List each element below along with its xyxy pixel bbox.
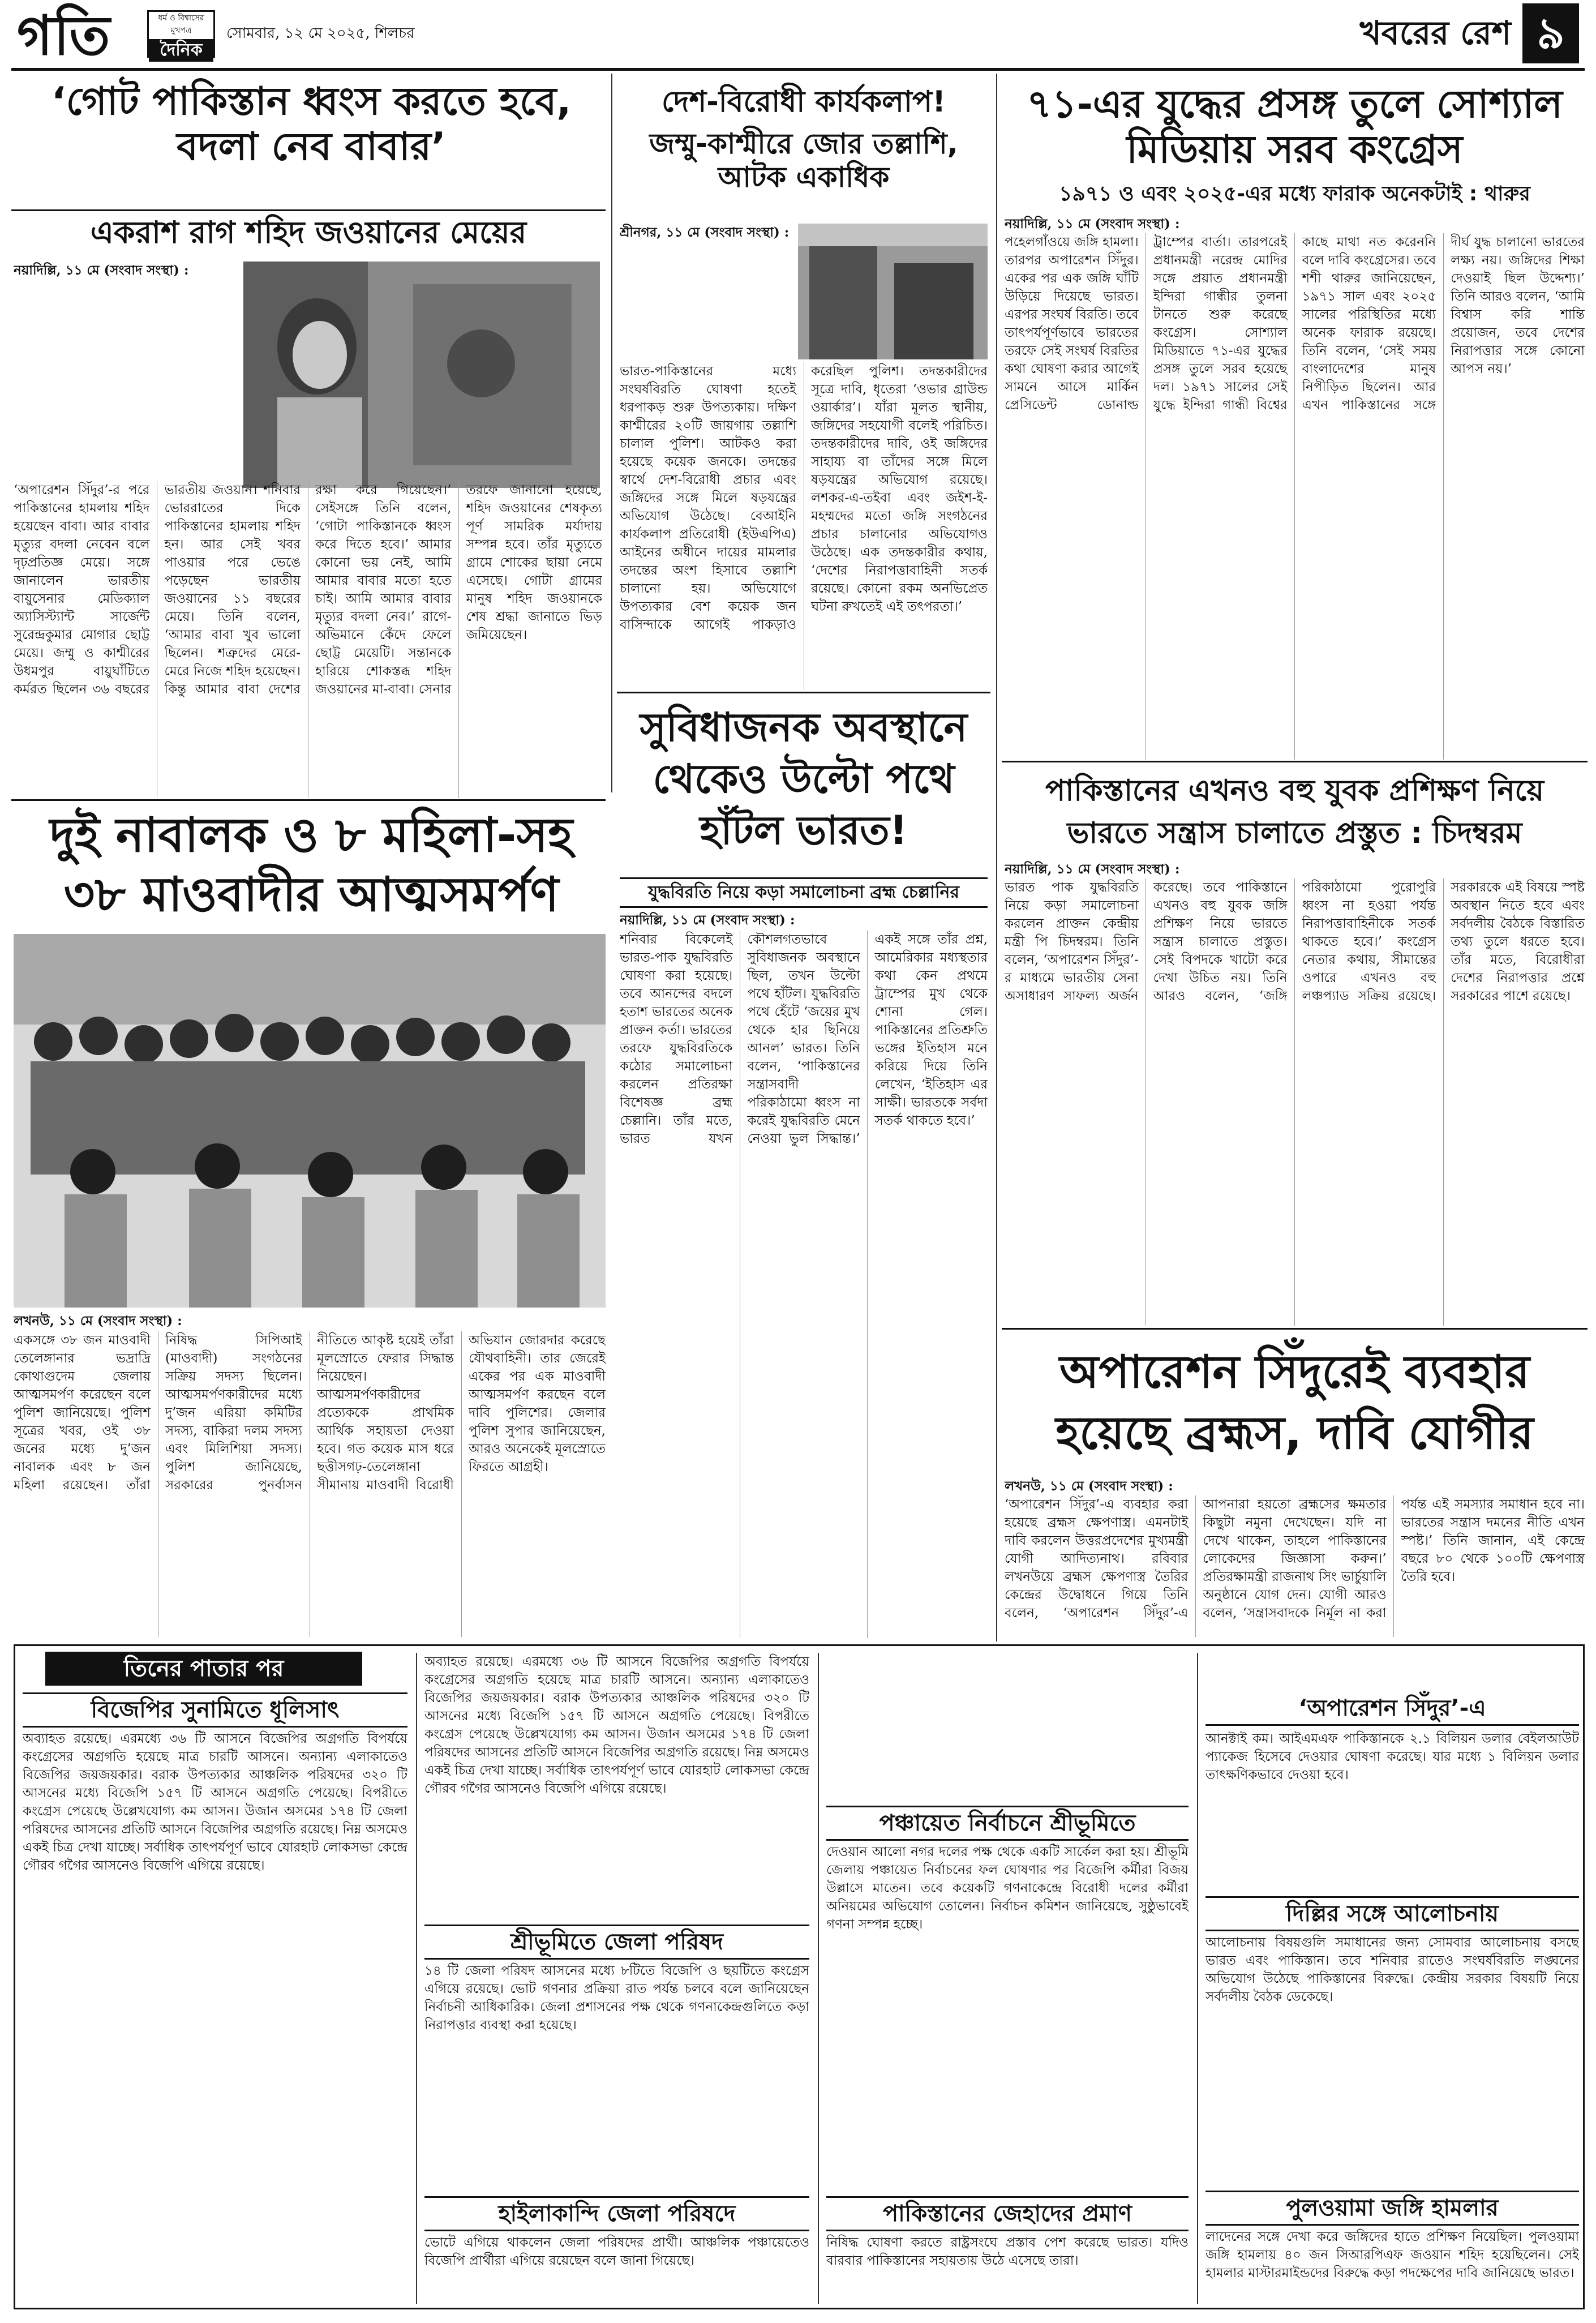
story3-lede xyxy=(1005,215,1585,232)
story1-headline: ‘গোট পাকিস্তান ধ্বংস করতে হবে, বদলা নেব বাবার’ xyxy=(51,79,572,170)
cont-item-body: আনক্টাই কম। আইএমএফ পাকিস্তানকে ২.১ বিলিয়ন ডলার বেইলআউট প্যাকেজ হিসেবে দেওয়ার ঘোষণা করেছে। যার মধ্যে ১ বিলিয়ন ডলার তাৎক্ষণিকভাবে দেওয়া হবে। xyxy=(1205,1731,1579,1782)
cont-item-title: শ্রীভূমিতে জেলা পরিষদ xyxy=(424,1925,809,1960)
masthead-badge xyxy=(147,10,215,58)
column-divider xyxy=(416,1653,417,2304)
story4-lede xyxy=(620,911,988,928)
story1-rule xyxy=(11,799,606,801)
story1-body: ‘অপারেশন সিঁদুর’-র পরে পাকিস্তানের হামলায় শহিদ হয়েছেন বাবা। আর বাবার মৃত্যুর বদলা নেবেন বলে দৃঢ়প্রতিজ্ঞ মেয়ে। সঙ্গে জানালেন ভারতীয় বায়ুসেনার মেডিক্যাল অ্যাসিস্ট্যান্ট সার্জেন্ট সুরেন্দ্রকুমার মোগার ছোট্ট মেয়ে। জম্মু ও কাশ্মীরের উধমপুর বায়ুঘাঁটিতে কর্মরত ছিলেন ৩৬ বছরের ভারতীয় জওয়ান। শনিবার ভোররাতের দিকে পাকিস্তানের হামলায় শহিদ হন। আর সেই খবর পাওয়ার পরে ভেঙে পড়েছেন ভারতীয় জওয়ানের ১১ বছরের মেয়ে। তিনি বলেন, ‘আমার বাবা খুব ভালো ছিলেন। শত্রুদের মেরে-মেরে নিজে শহিদ হয়েছেন। কিন্তু আমার বাবা দেশের রক্ষা করে গিয়েছেন।’ সেইসঙ্গে তিনি বলেন, ‘গোটা পাকিস্তানকে ধ্বংস করে দিতে হবে।’ আমার কোনো ভয় নেই, আমি আমার বাবার মতো হতে চাই। আমি আমার বাবার মৃত্যুর বদলা নেব।’ রাগে-অভিমানে কেঁদে ফেলে ছোট্ট মেয়েটি। সন্তানকে হারিয়ে শোকস্তব্ধ শহিদ জওয়ানের মা-বাবা। সেনার তরফে জানানো হয়েছে, শহিদ জওয়ানের শেষকৃত্য পূর্ণ সামরিক মর্যাদায় সম্পন্ন হবে। তাঁর মৃত্যুতে গ্রামে শোকের ছায়া নেমে এসেছে। গোটা গ্রামের মানুষ শহিদ জওয়ানকে শেষ শ্রদ্ধা জানাতে ভিড় জমিয়েছেন। xyxy=(14,483,602,697)
column-divider xyxy=(818,1653,819,2304)
story5-dateline: নয়াদিল্লি, ১১ মে (সংবাদ সংস্থা) : xyxy=(1005,862,1180,877)
continued-label: তিনের পাতার পর xyxy=(45,1652,362,1686)
story2-photo xyxy=(798,224,988,359)
cont-item-body: ভোটে এগিয়ে থাকলেন জেলা পরিষদের প্রার্থী। আঞ্চলিক পঞ্চায়েতেও বিজেপি প্রার্থীরা এগিয়ে রয়েছেন বলে জানা গিয়েছে। xyxy=(424,2235,809,2268)
story4-headline: সুবিধাজনক অবস্থানে থেকেও উল্টো পথে হাঁটল ভারত! xyxy=(640,704,968,854)
cont-item-title: ‘অপারেশন সিঁদুর’-এ xyxy=(1205,1692,1579,1726)
story5-headline: পাকিস্তানের এখনও বহু যুবক প্রশিক্ষণ নিয়ে ভারতে সন্ত্রাস চালাতে প্রস্তুত : চিদম্বরম xyxy=(1045,774,1544,851)
cont-item-body: অব্যাহত রয়েছে। এরমধ্যে ৩৬ টি আসনে বিজেপির অগ্রগতি বিপর্যয়ে কংগ্রেসের অগ্রগতি হয়েছে মাত্র চারটি আসনে। অন্যান্য এলাকাতেও বিজেপির জয়জয়কার। বরাক উপত্যকার আঞ্চলিক পরিষদের ৩২০ টি আসনের মধ্যে বিজেপি ১৫৭ টি আসনে অগ্রগতি পেয়েছে। বিপরীতে কংগ্রেস পেয়েছে উল্লেখযোগ্য কম আসন। উজান অসমের ১৭৪ টি জেলা পরিষদের আসনের প্রতিটি আসনে বিজেপির অগ্রগতি রয়েছে। নিম্ন অসমেও একই চিত্র দেখা যাচ্ছে। সর্বাধিক তাৎপর্যপূর্ণ ভাবে যোরহাট লোকসভা কেন্দ্রে গৌরব গগৈর আসনেও বিজেপি এগিয়ে রয়েছে। xyxy=(424,1655,809,1796)
story2-lede xyxy=(620,224,795,241)
cont-item-title: পঞ্চায়েত নির্বাচনে শ্রীভূমিতে xyxy=(826,1806,1189,1841)
story4-dateline: নয়াদিল্লি, ১১ মে (সংবাদ সংস্থা) : xyxy=(620,912,795,928)
story5-lede xyxy=(1005,860,1585,877)
story4-subhead: যুদ্ধবিরতি নিয়ে কড়া সমালোচনা ব্রহ্ম চেল্লানির xyxy=(620,877,988,908)
story6-body: একসঙ্গে ৩৮ জন মাওবাদী তেলেঙ্গানার ভদ্রাদ্রি কোথাগুদেম জেলায় আত্মসমর্পণ করেছেন বলে পুলিশ জানিয়েছে। পুলিশ সূত্রের খবর, ওই ৩৮ জনের মধ্যে দু’জন নাবালক এবং ৮ জন মহিলা রয়েছেন। তাঁরা নিষিদ্ধ সিপিআই (মাওবাদী) সংগঠনের সক্রিয় সদস্য ছিলেন। আত্মসমর্পণকারীদের মধ্যে দু’জন এরিয়া কমিটির সদস্য, বাকিরা দলম সদস্য এবং মিলিশিয়া সদস্য। পুলিশ জানিয়েছে, সরকারের পুনর্বাসন নীতিতে আকৃষ্ট হয়েই তাঁরা মূলস্রোতে ফেরার সিদ্ধান্ত নিয়েছেন। আত্মসমর্পণকারীদের প্রত্যেককে প্রাথমিক আর্থিক সহায়তা দেওয়া হবে। গত কয়েক মাস ধরে ছত্তীসগঢ়-তেলেঙ্গানা সীমানায় মাওবাদী বিরোধী অভিযান জোরদার করেছে যৌথবাহিনী। তার জেরেই একের পর এক মাওবাদী আত্মসমর্পণ করছেন বলে দাবি পুলিশের। জেলার পুলিশ সুপার জানিয়েছেন, আরও অনেকেই মূলস্রোতে ফিরতে আগ্রহী। xyxy=(14,1333,606,1493)
story4-body: শনিবার বিকেলেই ভারত-পাক যুদ্ধবিরতি ঘোষণা করা হয়েছে। তবে আনন্দের বদলে হতাশ ভারতের অনেক প্রাক্তন কর্তা। ভারতের তরফে যুদ্ধবিরতিকে কঠোর সমালোচনা করলেন প্রতিরক্ষা বিশেষজ্ঞ ব্রহ্ম চেল্লানি। তাঁর মতে, ভারত যখন কৌশলগতভাবে সুবিধাজনক অবস্থানে ছিল, তখন উল্টো পথে হাঁটল। যুদ্ধবিরতি পথে হেঁটে ‘জয়ের মুখ থেকে হার ছিনিয়ে আনল’ ভারত। তিনি বলেন, ‘পাকিস্তানের সন্ত্রাসবাদী পরিকাঠামো ধ্বংস না করেই যুদ্ধবিরতি মেনে নেওয়া ভুল সিদ্ধান্ত।’ একই সঙ্গে তাঁর প্রশ্ন, আমেরিকার মধ্যস্থতার কথা কেন প্রথমে ট্রাম্পের মুখ থেকে শোনা গেল। পাকিস্তানের প্রতিশ্রুতি ভঙ্গের ইতিহাস মনে করিয়ে দিয়ে তিনি লেখেন, ‘ইতিহাস এর সাক্ষী। ভারতকে সর্বদা সতর্ক থাকতে হবে।’ xyxy=(620,932,988,1146)
column-divider xyxy=(996,74,997,1641)
cont-item-title: বিজেপির সুনামিতে ধূলিসাৎ xyxy=(23,1692,407,1728)
story3-rule xyxy=(1002,761,1588,762)
story3-body: পহেলগাঁওয়ে জঙ্গি হামলা। তারপর অপারেশন সিঁদুর। একের পর এক জঙ্গি ঘাঁটি উড়িয়ে দিয়েছে ভারত। এরপর সংঘর্ষ বিরতি। তবে তাৎপর্যপূর্ণভাবে ভারতের তরফে সেই সংঘর্ষ বিরতির কথা ঘোষণা করার আগেই সামনে আসে মার্কিন প্রেসিডেন্ট ডোনাল্ড ট্রাম্পের বার্তা। তারপরেই প্রধানমন্ত্রী নরেন্দ্র মোদির সঙ্গে প্রয়াত প্রধানমন্ত্রী ইন্দিরা গান্ধীর তুলনা টানতে শুরু করেছে কংগ্রেস। সোশ্যাল মিডিয়াতে ৭১-এর যুদ্ধের প্রসঙ্গ তুলে সরব হয়েছে দল। ১৯৭১ সালের সেই যুদ্ধে ইন্দিরা গান্ধী বিশ্বের কাছে মাথা নত করেননি বলে দাবি কংগ্রেসের। তবে শশী থারুর জানিয়েছেন, ১৯৭১ সাল এবং ২০২৫ সালের পরিস্থিতির মধ্যে অনেক ফারাক রয়েছে। তিনি বলেন, ‘সেই সময় বাংলাদেশের মানুষ নিপীড়িত ছিলেন। আর এখন পাকিস্তানের সঙ্গে দীর্ঘ যুদ্ধ চালানো ভারতের লক্ষ্য নয়। জঙ্গিদের শিক্ষা দেওয়াই ছিল উদ্দেশ্য।’ তিনি আরও বলেন, ‘আমি বিশ্বাস করি শান্তি প্রয়োজন, তবে দেশের নিরাপত্তার সঙ্গে কোনো আপস নয়।’ xyxy=(1005,235,1585,413)
issue-date: সোমবার, ১২ মে ২০২৫, শিলচর xyxy=(226,25,415,42)
cont-item-body: দেওয়ান আলো নগর দলের পক্ষ থেকে একটি সার্কেল করা হয়। শ্রীভূমি জেলায় পঞ্চায়েত নির্বাচনের ফল ঘোষণার পর বিজেপি কর্মীরা বিজয় উল্লাসে মাতেন। তবে কয়েকটি গণনাকেন্দ্রে বিরোধী দলের কর্মীরা অনিয়মের অভিযোগ তোলেন। নির্বাচন কমিশন জানিয়েছে, সুষ্ঠুভাবেই গণনা সম্পন্ন হচ্ছে। xyxy=(826,1845,1189,1932)
story1-dateline: নয়াদিল্লি, ১১ মে (সংবাদ সংস্থা) : xyxy=(14,263,189,278)
story7-lede xyxy=(1005,1477,1585,1494)
story6-lede xyxy=(14,1312,183,1329)
page-number: ৯ xyxy=(1522,3,1579,63)
story7-headline: অপারেশন সিঁদুরেই ব্যবহার হয়েছে ব্রহ্মস, দাবি যোগীর xyxy=(1056,1345,1534,1459)
story3-subhead: ১৯৭১ ও এবং ২০২৫-এর মধ্যে ফারাক অনেকটাই : থারুর xyxy=(1059,182,1530,205)
story2-headline-bottom: জম্মু-কাশ্মীরে জোর তল্লাশি, আটক একাধিক xyxy=(649,127,958,194)
story2-photo-graphic xyxy=(798,224,988,359)
cont-item-title: পাকিস্তানের জেহাদের প্রমাণ xyxy=(826,2196,1189,2231)
masthead-logo: গতি xyxy=(17,4,111,67)
story6-photo-graphic xyxy=(14,934,606,1308)
column-divider xyxy=(611,74,612,792)
cont-item-body: ১৪ টি জেলা পরিষদ আসনের মধ্যে ৮টিতে বিজেপি ও ছয়টিতে কংগ্রেস এগিয়ে রয়েছে। ভোট গণনার প্রক্রিয়া রাত পর্যন্ত চলবে বলে জানিয়েছেন নির্বাচনী আধিকারিক। জেলা প্রশাসনের পক্ষ থেকে গণনাকেন্দ্রগুলিতে কড়া নিরাপত্তার ব্যবস্থা করা হয়েছে। xyxy=(424,1964,809,2033)
story6-headline-bottom: ৩৮ মাওবাদীর আত্মসমর্পণ xyxy=(63,867,559,922)
story1-lede xyxy=(14,262,240,477)
story2-rule xyxy=(617,692,990,693)
cont-item-body: নিষিদ্ধ ঘোষণা করতে রাষ্ট্রসংঘে প্রস্তাব পেশ করেছে ভারত। যদিও বারবার পাকিস্তানের সহায়তায় উঠে এসেছে তারা। xyxy=(826,2235,1189,2268)
cont-item-body: লাদেনের সঙ্গে দেখা করে জঙ্গিদের হাতে প্রশিক্ষণ নিয়েছিল। পুলওয়ামা জঙ্গি হামলায় ৪০ জন সিআরপিএফ জওয়ান শহিদ হয়েছিলেন। সেই হামলার মাস্টারমাইন্ডদের বিরুদ্ধে কড়া পদক্ষেপের দাবি জানিয়েছে ভারত। xyxy=(1205,2230,1579,2281)
cont-item-title: পুলওয়ামা জঙ্গি হামলার xyxy=(1205,2191,1579,2226)
story7-body: ‘অপারেশন সিঁদুর’-এ ব্যবহার করা হয়েছে ব্রহ্মস ক্ষেপণাস্ত্র। এমনটাই দাবি করলেন উত্তরপ্রদেশের মুখ্যমন্ত্রী যোগী আদিত্যনাথ। রবিবার লখনউয়ে ব্রহ্মস ক্ষেপণাস্ত্র তৈরির কেন্দ্রের উদ্বোধনে গিয়ে তিনি বলেন, ‘অপারেশন সিঁদুর’-এ আপনারা হয়তো ব্রহ্মসের ক্ষমতার কিছুটা নমুনা দেখেছেন। যদি না দেখে থাকেন, তাহলে পাকিস্তানের লোকেদের জিজ্ঞাসা করুন।’ প্রতিরক্ষামন্ত্রী রাজনাথ সিং ভার্চুয়ালি অনুষ্ঠানে যোগ দেন। যোগী আরও বলেন, ‘সন্ত্রাসবাদকে নির্মূল না করা পর্যন্ত এই সমস্যার সমাধান হবে না। ভারতের সন্ত্রাস দমনের নীতি এখন স্পষ্ট।’ তিনি জানান, এই কেন্দ্রে বছরে ৮০ থেকে ১০০টি ক্ষেপণাস্ত্র তৈরি হবে। xyxy=(1005,1497,1585,1621)
column-divider xyxy=(1197,1653,1198,2304)
cont-item-body: অব্যাহত রয়েছে। এরমধ্যে ৩৬ টি আসনে বিজেপির অগ্রগতি বিপর্যয়ে কংগ্রেসের অগ্রগতি হয়েছে মাত্র চারটি আসনে। অন্যান্য এলাকাতেও বিজেপির জয়জয়কার। বরাক উপত্যকার আঞ্চলিক পরিষদের ৩২০ টি আসনের মধ্যে বিজেপি ১৫৭ টি আসনে অগ্রগতি পেয়েছে। বিপরীতে কংগ্রেস পেয়েছে উল্লেখযোগ্য কম আসন। উজান অসমের ১৭৪ টি জেলা পরিষদের আসনের প্রতিটি আসনে বিজেপির অগ্রগতি রয়েছে। নিম্ন অসমেও একই চিত্র দেখা যাচ্ছে। সর্বাধিক তাৎপর্যপূর্ণ ভাবে যোরহাট লোকসভা কেন্দ্রে গৌরব গগৈর আসনেও বিজেপি এগিয়ে রয়েছে। xyxy=(23,1731,407,1873)
cont-item-title: হাইলাকান্দি জেলা পরিষদে xyxy=(424,2196,809,2231)
story6-dateline: লখনউ, ১১ মে (সংবাদ সংস্থা) : xyxy=(14,1313,182,1328)
badge-tagline: ধর্ম ও বিশ্বাসের মুখপত্র xyxy=(158,14,204,35)
cont-item-title: দিল্লির সঙ্গে আলোচনায় xyxy=(1205,1896,1579,1931)
story2-body: ভারত-পাকিস্তানের মধ্যে সংঘর্ষবিরতি ঘোষণা হতেই ধরপাকড় শুরু উপত্যকায়। দক্ষিণ কাশ্মীরের ২০টি জায়গায় তল্লাশি চালাল পুলিশ। আটকও করা হয়েছে কয়েক জনকে। তদন্তের স্বার্থে দেশ-বিরোধী প্রচার এবং জঙ্গিদের সঙ্গে মিলে ষড়যন্ত্রের অভিযোগ উঠেছে। বেআইনি কার্যকলাপ প্রতিরোধী (ইউএপিএ) আইনের অধীনে দায়ের মামলার তদন্তের অংশ হিসাবে তল্লাশি চালানো হয়। অভিযোগে উপত্যকার বেশ কয়েক জন বাসিন্দাকে আগেই পাকড়াও করেছিল পুলিশ। তদন্তকারীদের সূত্রে দাবি, ধৃতেরা ‘ওভার গ্রাউন্ড ওয়ার্কার’। যাঁরা মূলত স্থানীয়, জঙ্গিদের সহযোগী বলেই পরিচিত। তদন্তকারীদের দাবি, ওই জঙ্গিদের সাহায্য বা তাঁদের সঙ্গে মিলে ষড়যন্ত্রের অভিযোগ রয়েছে। লশকর-এ-তইবা এবং জইশ-ই-মহম্মদের মতো জঙ্গি সংগঠনের প্রচার চালানোর অভিযোগও উঠেছে। এক তদন্তকারীর কথায়, ‘দেশের নিরাপত্তাবাহিনী সতর্ক রয়েছে। কোনো রকম অনভিপ্রেত ঘটনা রুখতেই এই তৎপরতা।’ xyxy=(620,364,988,632)
story7-dateline: লখনউ, ১১ মে (সংবাদ সংস্থা) : xyxy=(1005,1478,1173,1494)
header-divider xyxy=(11,68,1585,71)
section-title: খবরের রেশ xyxy=(1359,14,1511,52)
story3-headline: ৭১-এর যুদ্ধের প্রসঙ্গ তুলে সোশ্যাল মিডিয়ায় সরব কংগ্রেস xyxy=(1027,82,1563,173)
story2-headline-top: দেশ-বিরোধী কার্যকলাপ! xyxy=(662,85,946,119)
story3-dateline: নয়াদিল্লি, ১১ মে (সংবাদ সংস্থা) : xyxy=(1005,216,1180,232)
story1-photo-graphic xyxy=(243,262,600,488)
badge-name: দৈনিক xyxy=(149,39,213,62)
story1-subhead: একরাশ রাগ শহিদ জওয়ানের মেয়ের xyxy=(11,209,606,251)
story6-photo xyxy=(14,934,606,1308)
story5-body: ভারত পাক যুদ্ধবিরতি নিয়ে কড়া সমালোচনা করলেন প্রাক্তন কেন্দ্রীয় মন্ত্রী পি চিদম্বরম। তিনি বলেন, ‘অপারেশন সিঁদুর’-র মাধ্যমে ভারতীয় সেনা অসাধারণ সাফল্য অর্জন করেছে। তবে পাকিস্তানে এখনও বহু যুবক জঙ্গি প্রশিক্ষণ নিয়ে ভারতে সন্ত্রাস চালাতে প্রস্তুত। সেই বিপদকে খাটো করে দেখা উচিত নয়। তিনি আরও বলেন, ‘জঙ্গি পরিকাঠামো পুরোপুরি ধ্বংস না হওয়া পর্যন্ত নিরাপত্তাবাহিনীকে সতর্ক থাকতে হবে।’ কংগ্রেস নেতার কথায়, সীমান্তের ওপারে এখনও বহু লঞ্চপ্যাড সক্রিয় রয়েছে। সরকারকে এই বিষয়ে স্পষ্ট অবস্থান নিতে হবে এবং সর্বদলীয় বৈঠকে বিস্তারিত তথ্য তুলে ধরতে হবে। তাঁর মতে, বিরোধীরা দেশের নিরাপত্তার প্রশ্নে সরকারের পাশে রয়েছে। xyxy=(1005,880,1585,1004)
story5-rule xyxy=(1002,1328,1588,1330)
cont-item-body: আলোচনায় বিষয়গুলি সমাধানের জন্য সোমবার আলোচনায় বসছে ভারত এবং পাকিস্তান। তবে শনিবার রাতেও সংঘর্ষবিরতি লঙ্ঘনের অভিযোগ উঠেছে পাকিস্তানের বিরুদ্ধে। কেন্দ্রীয় সরকার বিষয়টি নিয়ে সর্বদলীয় বৈঠক ডেকেছে। xyxy=(1205,1935,1579,2004)
story1-photo xyxy=(243,262,600,488)
story2-dateline: শ্রীনগর, ১১ মে (সংবাদ সংস্থা) : xyxy=(620,225,790,240)
story6-headline-top: দুই নাবালক ও ৮ মহিলা-সহ xyxy=(49,807,573,863)
